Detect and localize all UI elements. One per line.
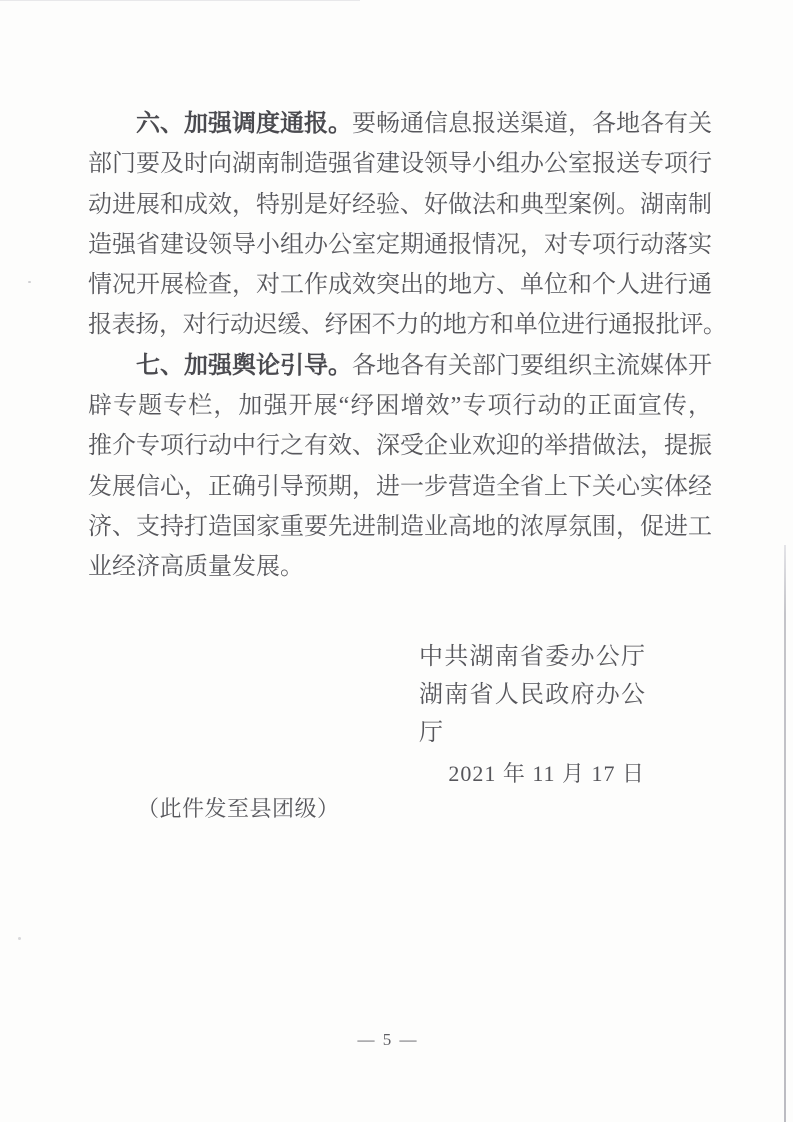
paragraph-6-line-6: 报表扬，对行动迟缓、纾困不力的地方和单位进行通报批评。 xyxy=(88,312,727,339)
signature-date: 2021 年 11 月 17 日 xyxy=(448,761,645,786)
distribution-note: （此件发至县团级） xyxy=(137,796,340,821)
signature-block xyxy=(419,638,645,793)
scan-edge-line xyxy=(784,545,786,1122)
paragraph-6-line-2: 部门要及时向湖南制造强省建设领导小组办公室报送专项行 xyxy=(88,151,712,178)
paragraph-6-line-4: 造强省建设领导小组办公室定期通报情况，对专项行动落实 xyxy=(88,231,712,258)
section-6-first-line-text: 要畅通信息报送渠道，各地各有关 xyxy=(352,111,712,137)
paragraph-7-line-1 xyxy=(88,346,712,386)
paragraph-7-line-3: 推介专项行动中行之有效、深受企业欢迎的举措做法，提振 xyxy=(88,433,712,460)
section-6-heading: 六、加强调度通报。 xyxy=(136,110,352,137)
document-body xyxy=(88,104,727,588)
page-number: — 5 — xyxy=(357,1030,419,1049)
paragraph-6-line-3: 动进展和成效，特别是好经验、好做法和典型案例。湖南制 xyxy=(88,191,712,218)
paragraph-7-line-2: 辟专题专栏，加强开展“纾困增效”专项行动的正面宣传， xyxy=(88,393,712,420)
paragraph-6-line-5: 情况开展检查，对工作成效突出的地方、单位和个人进行通 xyxy=(88,272,712,299)
paragraph-7-line-6: 业经济高质量发展。 xyxy=(88,554,304,581)
paragraph-7-line-5: 济、支持打造国家重要先进制造业高地的浓厚氛围，促进工 xyxy=(88,513,712,540)
section-7-heading: 七、加强舆论引导。 xyxy=(136,351,352,379)
signature-org-government: 湖南省人民政府办公厅 xyxy=(419,682,645,746)
signature-org-party: 中共湖南省委办公厅 xyxy=(419,644,645,670)
paragraph-6-line-1 xyxy=(88,104,712,144)
scan-top-edge xyxy=(0,0,360,1)
scan-dust-speck xyxy=(18,937,21,940)
scan-dust-speck xyxy=(28,281,31,283)
paragraph-7-line-4: 发展信心，正确引导预期，进一步营造全省上下关心实体经 xyxy=(88,473,712,500)
section-7-first-line-text: 各地各有关部门要组织主流媒体开 xyxy=(352,352,712,379)
